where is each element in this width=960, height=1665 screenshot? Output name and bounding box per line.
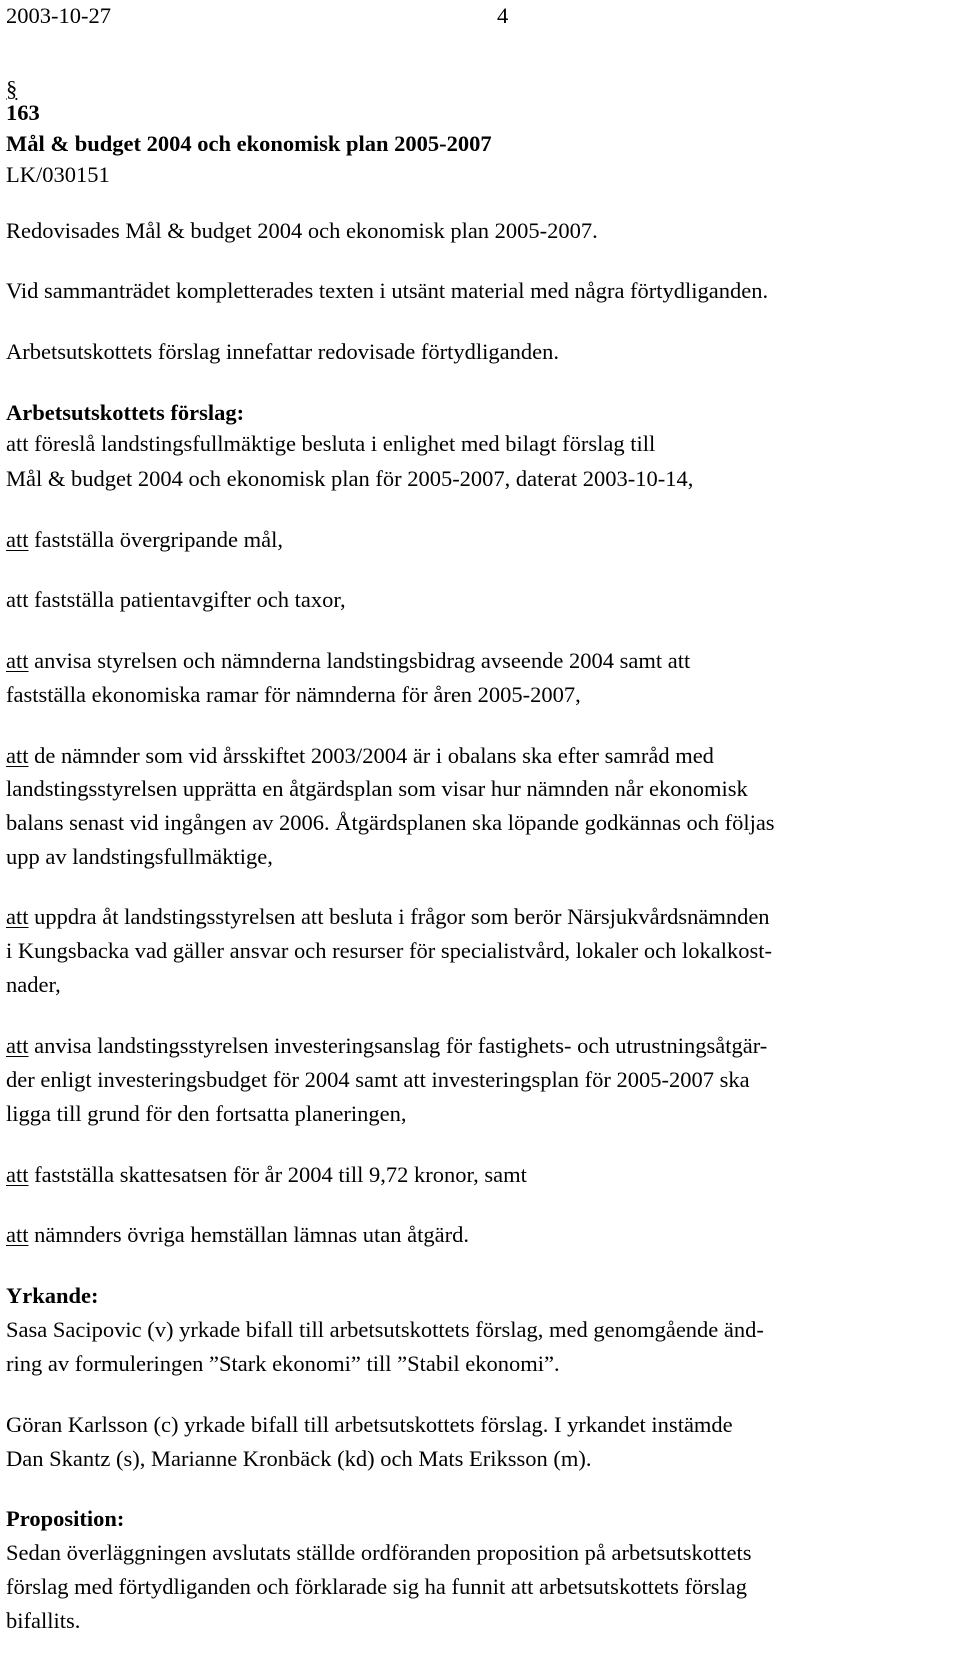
proposal-p2: att fastställa övergripande mål, — [6, 527, 283, 552]
proposal-p7-line-1: att anvisa landstingsstyrelsen investeringsanslag för fastighets- och utrustningsåtgär- — [6, 1033, 768, 1058]
proposal-p5-line-2: landstingsstyrelsen upprätta en åtgärdsplan som visar hur nämnden når ekonomisk — [6, 776, 748, 801]
proposition-line-3: bifallits. — [6, 1608, 81, 1633]
proposal-p7-line-2: der enligt investeringsbudget för 2004 samt att investeringsplan för 2005-2007 ska — [6, 1067, 750, 1092]
proposal-p8: att fastställa skattesatsen för år 2004 till 9,72 kronor, samt — [6, 1162, 527, 1187]
claims-heading: Yrkande: — [6, 1283, 99, 1308]
claims-p2-line-2: Dan Skantz (s), Marianne Kronbäck (kd) och Mats Eriksson (m). — [6, 1446, 592, 1471]
proposal-p5-line-3: balans senast vid ingången av 2006. Åtgärdsplanen ska löpande godkännas och följas — [6, 810, 775, 835]
claims-p1-line-1: Sasa Sacipovic (v) yrkade bifall till arbetsutskottets förslag, med genomgående änd- — [6, 1317, 764, 1342]
proposal-heading: Arbetsutskottets förslag: — [6, 400, 245, 425]
section-reference: LK/030151 — [6, 162, 110, 187]
claims-p2-line-1: Göran Karlsson (c) yrkade bifall till arbetsutskottets förslag. I yrkandet instämde — [6, 1412, 733, 1437]
proposal-p1-line-1: att föreslå landstingsfullmäktige besluta i enlighet med bilagt förslag till — [6, 431, 656, 456]
proposal-p7-line-3: ligga till grund för den fortsatta planeringen, — [6, 1101, 407, 1126]
proposal-p6-line-1: att uppdra åt landstingsstyrelsen att besluta i frågor som berör Närsjukvårdsnämnden — [6, 904, 770, 929]
proposition-heading: Proposition: — [6, 1506, 125, 1531]
claims-p1-line-2: ring av formuleringen ”Stark ekonomi” till ”Stabil ekonomi”. — [6, 1351, 560, 1376]
proposal-p5-line-4: upp av landstingsfullmäktige, — [6, 844, 273, 869]
proposal-p4-line-2: fastställa ekonomiska ramar för nämnderna för åren 2005-2007, — [6, 682, 581, 707]
section-number: 163 — [6, 100, 40, 125]
proposal-p5-line-1: att de nämnder som vid årsskiftet 2003/2004 är i obalans ska efter samråd med — [6, 743, 714, 768]
proposition-line-1: Sedan överläggningen avslutats ställde ordföranden proposition på arbetsutskottets — [6, 1540, 752, 1565]
section-symbol: § — [6, 76, 18, 101]
proposal-p6-line-3: nader, — [6, 972, 61, 997]
proposition-line-2: förslag med förtydliganden och förklarade sig ha funnit att arbetsutskottets förslag — [6, 1574, 748, 1599]
intro-line-2: Vid sammanträdet kompletterades texten i utsänt material med några förtydliganden. — [6, 278, 769, 303]
proposal-p4-line-1: att anvisa styrelsen och nämnderna landstingsbidrag avseende 2004 samt att — [6, 648, 691, 673]
proposal-p6-line-2: i Kungsbacka vad gäller ansvar och resurser för specialistvård, lokaler och lokalkost- — [6, 938, 772, 963]
page-number: 4 — [497, 3, 509, 28]
proposal-p1-line-2: Mål & budget 2004 och ekonomisk plan för 2005-2007, daterat 2003-10-14, — [6, 466, 694, 491]
proposal-p3: att fastställa patientavgifter och taxor, — [6, 587, 346, 612]
intro-line-3: Arbetsutskottets förslag innefattar redovisade förtydliganden. — [6, 339, 559, 364]
document-date: 2003-10-27 — [6, 3, 111, 28]
intro-line-1: Redovisades Mål & budget 2004 och ekonomisk plan 2005-2007. — [6, 218, 598, 243]
proposal-p9: att nämnders övriga hemställan lämnas utan åtgärd. — [6, 1222, 469, 1247]
section-title: Mål & budget 2004 och ekonomisk plan 2005-2007 — [6, 131, 492, 156]
